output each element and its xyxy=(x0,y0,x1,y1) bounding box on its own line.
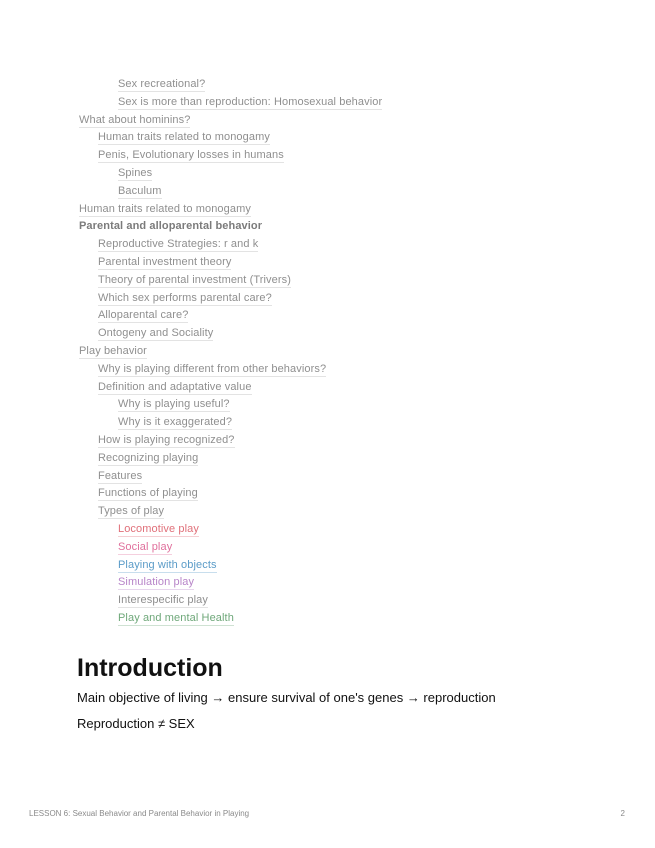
footer-title: LESSON 6: Sexual Behavior and Parental Behavior in Playing xyxy=(29,809,250,818)
toc-link[interactable]: Spines xyxy=(118,167,153,179)
toc-link[interactable]: Which sex performs parental care? xyxy=(98,291,272,304)
toc-link[interactable]: Play behavior xyxy=(79,345,147,357)
toc-link[interactable]: How is playing recognized? xyxy=(98,434,235,446)
toc-link[interactable]: Sex is more than reproduction: Homosexual behavior xyxy=(118,95,383,108)
toc-link[interactable]: Social play xyxy=(118,540,173,553)
toc-link[interactable]: Features xyxy=(98,469,143,482)
toc-link[interactable]: Penis, Evolutionary losses in humans xyxy=(98,149,284,162)
toc-link[interactable]: Why is it exaggerated? xyxy=(118,416,233,429)
section-heading: Introduction xyxy=(77,654,223,682)
toc-link[interactable]: Why is playing different from other behaviors? xyxy=(98,362,327,375)
toc-link[interactable]: Types of play xyxy=(98,505,165,518)
toc-link[interactable]: Ontogeny and Sociality xyxy=(98,327,214,340)
toc-link[interactable]: Playing with objects xyxy=(118,558,217,571)
toc-link[interactable]: Interespecific play xyxy=(118,594,208,607)
toc-link[interactable]: Parental and alloparental behavior xyxy=(79,220,263,233)
toc-link[interactable]: Definition and adaptative value xyxy=(98,380,252,393)
toc-link[interactable]: Sex recreational? xyxy=(118,78,206,90)
toc-link[interactable]: Baculum xyxy=(118,184,162,197)
toc-link[interactable]: Recognizing playing xyxy=(98,451,199,464)
page-number: 2 xyxy=(620,809,625,818)
toc-link[interactable]: Reproductive Strategies: r and k xyxy=(98,238,259,251)
toc-link[interactable]: Theory of parental investment (Trivers) xyxy=(98,273,291,286)
toc-link[interactable]: Parental investment theory xyxy=(98,256,232,268)
toc-link[interactable]: What about hominins? xyxy=(79,113,191,126)
toc-link[interactable]: Functions of playing xyxy=(98,487,198,500)
toc-link[interactable]: Locomotive play xyxy=(118,523,199,535)
toc-link[interactable]: Human traits related to monogamy xyxy=(98,131,270,144)
toc-link[interactable]: Human traits related to monogamy xyxy=(79,202,251,215)
toc-link[interactable]: Why is playing useful? xyxy=(118,398,230,411)
reproduction-paragraph: Reproduction ≠ SEX xyxy=(77,716,195,731)
toc-link[interactable]: Play and mental Health xyxy=(118,612,234,624)
toc-link[interactable]: Simulation play xyxy=(118,576,195,589)
intro-paragraph: Main objective of living → ensure survival of one's genes → reproduction xyxy=(77,690,496,705)
toc-link[interactable]: Alloparental care? xyxy=(98,309,189,322)
